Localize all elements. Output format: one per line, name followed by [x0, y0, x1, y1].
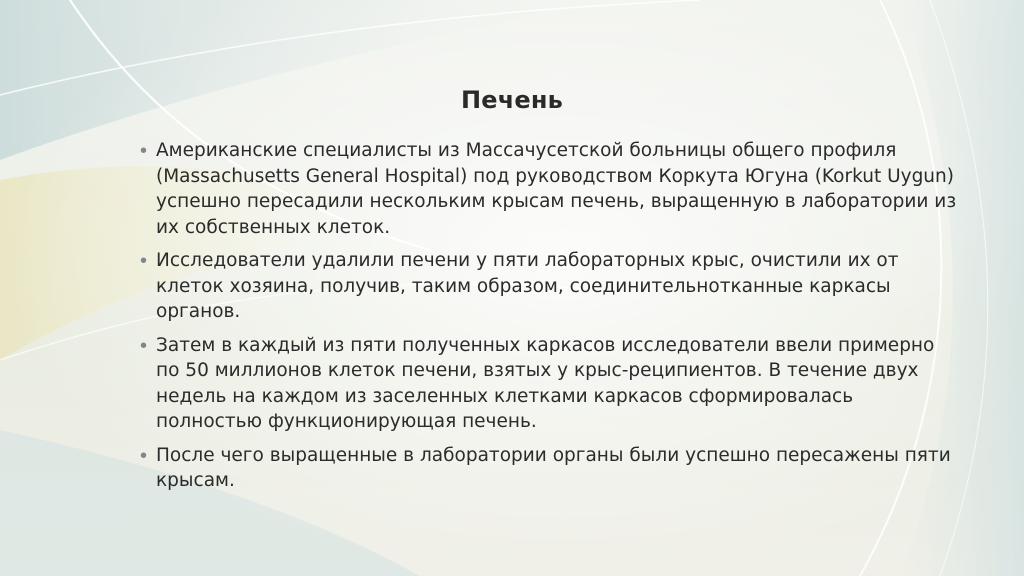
bullet-dot-icon: • — [140, 444, 148, 467]
bullet-dot-icon: • — [140, 140, 148, 162]
bullet-dot-icon: • — [140, 250, 148, 272]
list-item — [140, 248, 960, 325]
bullet-text: После чего выращенные в лаборатории органы были успешно пересажены пяти крысам. — [156, 444, 951, 491]
bullet-text: Американские специалисты из Массачусетской больницы общего профиля (Massachusetts General Hospital) под руководством Коркута Югуна (Korkut Uygun) успешно пересадили нескольким крысам печень, выращенную в лаборатории из их собственных клеток. — [156, 140, 957, 238]
bullet-text: Исследователи удалили печени у пяти лабораторных крыс, очистили их от клеток хозяина, получив, таким образом, соединительнотканные каркасы органов. — [156, 250, 899, 322]
slide-title: Печень — [460, 86, 564, 114]
list-item — [140, 138, 960, 240]
list-item — [140, 443, 960, 494]
bullet-list — [140, 138, 960, 502]
bullet-text: Затем в каждый из пяти полученных каркасов исследователи ввели примерно по 50 миллионов клеток печени, взятых у крыс-реципиентов. В течение двух недель на каждом из заселенных клетками каркасов сформировалась полностью функционирующая печень. — [156, 334, 935, 432]
bullet-dot-icon: • — [140, 334, 148, 357]
list-item — [140, 333, 960, 435]
